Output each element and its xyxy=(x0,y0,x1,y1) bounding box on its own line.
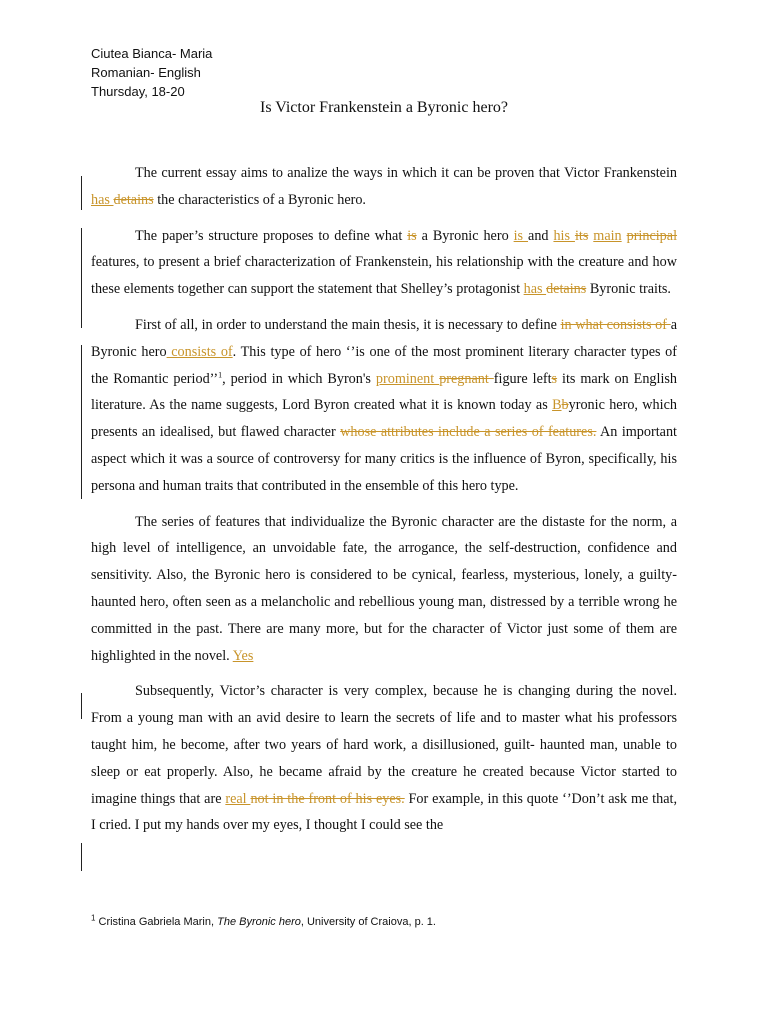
tracked-deletion[interactable]: b xyxy=(561,397,569,414)
essay-title: Is Victor Frankenstein a Byronic hero? xyxy=(259,99,508,116)
text-run: The series of features that individualize the Byronic character are the distaste for the norm, a high level of intelligence, an unvoidable fate, the arrogance, the self-destruction, confidence and sensitivity. Also, the Byronic hero is considered to be cynical, fearless, mysterious, lonely, a guilty- haunted hero, often seen as a melancholic and rebellious young man, distressed by a terrible wrong he committed in the past. There are many more, but for the character of Victor just some of them are highlighted in the novel. xyxy=(91,513,677,664)
paragraph-3 xyxy=(91,312,677,500)
tracked-deletion[interactable]: in what consists of xyxy=(560,316,671,333)
text-run: The current essay aims to analize the ways in which it can be proven that Victor Frankenstein xyxy=(135,165,677,181)
text-run: a Byronic hero xyxy=(416,227,514,244)
text-run: and xyxy=(528,227,554,244)
tracked-insertion[interactable]: has xyxy=(91,191,114,208)
text-run: First of all, in order to understand the main thesis, it is necessary to define xyxy=(135,316,561,333)
text-run: features, to present a brief characterization of Frankenstein, his relationship with the creature and how these elements together can support the statement that Shelley’s protagonist xyxy=(91,254,677,298)
tracked-deletion[interactable]: detains xyxy=(546,281,587,298)
paragraph-4 xyxy=(91,509,677,670)
author-name: Ciutea Bianca- Maria xyxy=(91,46,213,61)
text-run: , period in which Byron's xyxy=(222,370,376,387)
footnote-number: 1 xyxy=(91,913,96,923)
text-run: the characteristics of a Byronic hero. xyxy=(153,191,366,208)
tracked-deletion[interactable]: whose attributes include a series of features. xyxy=(340,424,597,441)
footnote-author: Cristina Gabriela Marin, xyxy=(95,916,218,928)
tracked-deletion[interactable]: pregnant xyxy=(439,370,494,387)
tracked-insertion[interactable]: real xyxy=(225,790,251,807)
tracked-deletion[interactable]: its xyxy=(574,227,589,244)
author-header xyxy=(91,44,212,101)
essay-body xyxy=(91,160,677,848)
tracked-insertion[interactable]: consists of xyxy=(166,343,233,360)
program-name: Romanian- English xyxy=(91,65,201,80)
tracked-insertion[interactable]: main xyxy=(593,227,622,244)
tracked-deletion[interactable]: s xyxy=(551,370,558,387)
tracked-deletion[interactable]: detains xyxy=(113,191,154,208)
tracked-insertion[interactable]: has xyxy=(523,281,547,298)
text-run: its mark on English literature. As the name suggests, Lord Byron created what it is known today as xyxy=(91,370,678,414)
text-run: yronic hero, which presents an idealised, but flawed character xyxy=(91,397,677,441)
change-bar xyxy=(81,228,82,328)
paragraph-2 xyxy=(91,223,677,303)
class-schedule: Thursday, 18-20 xyxy=(91,84,185,99)
footnote xyxy=(91,913,436,928)
text-run: Subsequently, Victor’s character is very complex, because he is changing during the novel. From a young man with an avid desire to learn the secrets of life and to master what his professors taught him, he become, after two years of hard work, a disillusioned, guilt- haunted man, unable to sleep or eat properly. Also, he became afraid by the creature he created because Victor started to imagine things that are xyxy=(91,683,677,807)
tracked-insertion[interactable]: his xyxy=(553,227,575,244)
change-bar xyxy=(81,843,82,871)
tracked-deletion[interactable]: is xyxy=(407,227,417,244)
text-run: Byronic traits. xyxy=(586,281,671,298)
change-bar xyxy=(81,176,82,210)
change-bar xyxy=(81,345,82,499)
tracked-insertion[interactable]: Yes xyxy=(232,647,254,664)
text-run: . This type of hero ‘’is one of the most prominent literary character types of the Romantic period’’ xyxy=(91,343,678,387)
footnote-reference[interactable]: 1 xyxy=(218,369,223,379)
tracked-insertion[interactable]: is xyxy=(513,227,529,244)
text-run: For example, in this quote ‘’Don’t ask me that, I cried. I put my hands over my eyes, I thought I could see the xyxy=(91,790,677,834)
text-run: a Byronic hero xyxy=(91,316,677,360)
tracked-deletion[interactable]: principal xyxy=(626,227,678,244)
text-run: An important aspect which it was a source of controversy for many critics is the influence of Byron, specifically, his persona and human traits that contributed in the ensemble of this hero type. xyxy=(91,424,677,494)
paragraph-5 xyxy=(91,678,677,839)
text-run: The paper’s structure proposes to define what xyxy=(135,227,408,244)
tracked-deletion[interactable]: not in the front of his eyes. xyxy=(250,790,405,807)
tracked-insertion[interactable]: B xyxy=(552,397,562,414)
paragraph-1 xyxy=(91,160,677,214)
text-run: figure left xyxy=(493,370,552,387)
change-bar xyxy=(81,693,82,719)
footnote-work-title: The Byronic hero xyxy=(217,916,301,928)
footnote-source: , University of Craiova, p. 1. xyxy=(300,916,436,928)
tracked-insertion[interactable]: prominent xyxy=(375,370,440,387)
